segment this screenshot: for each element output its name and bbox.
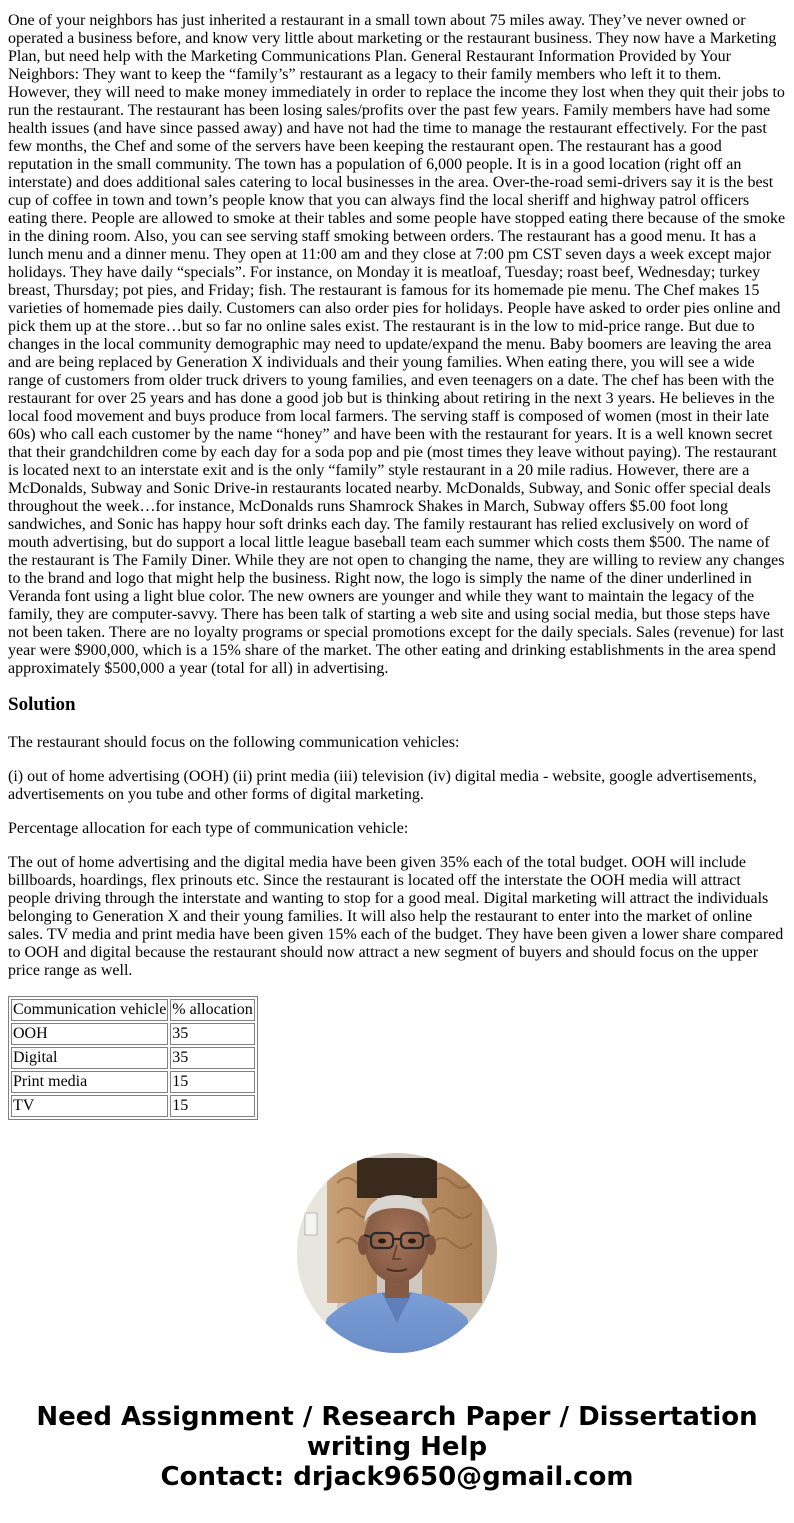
table-cell: 15 [170, 1071, 254, 1093]
table-header-row [11, 999, 255, 1021]
footer-line-2: writing Help [306, 1432, 488, 1462]
solution-heading: Solution [8, 694, 76, 715]
table-cell: 35 [170, 1047, 254, 1069]
table-row [11, 1071, 255, 1093]
table-cell: 15 [170, 1095, 254, 1117]
allocation-table [8, 996, 258, 1120]
table-cell: Print media [11, 1071, 168, 1093]
author-avatar [297, 1153, 497, 1353]
solution-paragraph-rationale: The out of home advertising and the digital media have been given 35% each of the total budget. OOH will include billboards, hoardings, flex prinouts etc. Since the restaurant is located off the interstate the OOH media will attract people driving through the interstate and wanting to stop for a good meal. Digital marketing will attract the individuals belonging to Generation X and their young families. It will also help the restaurant to enter into the market of online sales. TV media and print media have been given 15% each of the budget. They have been given a lower share compared to OOH and digital because the restaurant should now attract a new segment of buyers and should focus on the upper price range as well. [8, 854, 784, 979]
footer-promo [0, 1402, 794, 1492]
solution-paragraph-vehicles-intro: The restaurant should focus on the following communication vehicles: [8, 734, 460, 751]
table-row [11, 1047, 255, 1069]
table-cell: 35 [170, 1023, 254, 1045]
table-row [11, 1095, 255, 1117]
problem-statement: One of your neighbors has just inherited a restaurant in a small town about 75 miles away. They’ve never owned or operated a business before, and know very little about marketing or the restaurant business. They now have a Marketing Plan, but need help with the Marketing Communications Plan. General Restaurant Information Provided by Your Neighbors: They want to keep the “family’s” restaurant as a legacy to their family members who left it to them. However, they will need to make money immediately in order to replace the income they lost when they quit their jobs to run the restaurant. The restaurant has been losing sales/profits over the past few years. Family members have had some health issues (and have since passed away) and have not had the time to manage the restaurant effectively. For the past few months, the Chef and some of the servers have been keeping the restaurant open. The restaurant has a good reputation in the small community. The town has a population of 6,000 people. It is in a good location (right off an interstate) and does additional sales catering to local businesses in the area. Over-the-road semi-drivers say it is the best cup of coffee in town and town’s people know that you can always find the local sheriff and highway patrol officers eating there. People are allowed to smoke at their tables and some people have stopped eating there because of the smoke in the dining room. Also, you can see serving staff smoking between orders. The restaurant has a good menu. It has a lunch menu and a dinner menu. They open at 11:00 am and they close at 7:00 pm CST seven days a week except major holidays. They have daily “specials”. For instance, on Monday it is meatloaf, Tuesday; roast beef, Wednesday; turkey breast, Thursday; pot pies, and Friday; fish. The restaurant is famous for its homemade pie menu. The Chef makes 15 varieties of homemade pies daily. Customers can also order pies for holidays. People have asked to order pies online and pick them up at the store…but so far no online sales exist. The restaurant is in the low to mid-price range. But due to changes in the local community demographic may need to update/expand the menu. Baby boomers are leaving the area and are being replaced by Generation X individuals and their young families. When eating there, you will see a wide range of customers from older truck drivers to young families, and even teenagers on a date. The chef has been with the restaurant for over 25 years and has done a good job but is thinking about retiring in the next 3 years. He believes in the local food movement and buys produce from local farmers. The serving staff is composed of women (most in their late 60s) who call each customer by the name “honey” and have been with the restaurant for years. It is a well known secret that their grandchildren come by each day for a soda pop and pie (most times they leave without paying). The restaurant is located next to an interstate exit and is the only “family” style restaurant in a 20 mile radius. However, there are a McDonalds, Subway and Sonic Drive-in restaurants located nearby. McDonalds, Subway, and Sonic offer special deals throughout the week…for instance, McDonalds runs Shamrock Shakes in March, Subway offers $5.00 foot long sandwiches, and Sonic has happy hour soft drinks each day. The family restaurant has relied exclusively on word of mouth advertising, but do support a local little league baseball team each summer which costs them $500. The name of the restaurant is The Family Diner. While they are not open to changing the name, they are willing to review any changes to the brand and logo that might help the business. Right now, the logo is simply the name of the diner underlined in Veranda font using a light blue color. The new owners are younger and while they want to maintain the legacy of the family, they are computer-savvy. There has been talk of starting a web site and using social media, but those steps have not been taken. There are no loyalty programs or special promotions except for the daily specials. Sales (revenue) for last year were $900,000, which is a 15% share of the market. The other eating and drinking establishments in the area spend approximately $500,000 a year (total for all) in advertising. [8, 12, 786, 677]
footer-contact: Contact: drjack9650@gmail.com [160, 1462, 634, 1492]
table-header-cell: Communication vehicle [11, 999, 168, 1021]
table-row [11, 1023, 255, 1045]
table-header-cell: % allocation [170, 999, 254, 1021]
author-portrait-image [297, 1153, 497, 1353]
table-cell: Digital [11, 1047, 168, 1069]
footer-line-1: Need Assignment / Research Paper / Dissertation [36, 1402, 758, 1432]
solution-paragraph-allocation-intro: Percentage allocation for each type of communication vehicle: [8, 820, 409, 837]
table-cell: TV [11, 1095, 168, 1117]
solution-paragraph-vehicles-list: (i) out of home advertising (OOH) (ii) print media (iii) television (iv) digital media - website, google advertisements, advertisements on you tube and other forms of digital marketing. [8, 768, 757, 803]
table-cell: OOH [11, 1023, 168, 1045]
